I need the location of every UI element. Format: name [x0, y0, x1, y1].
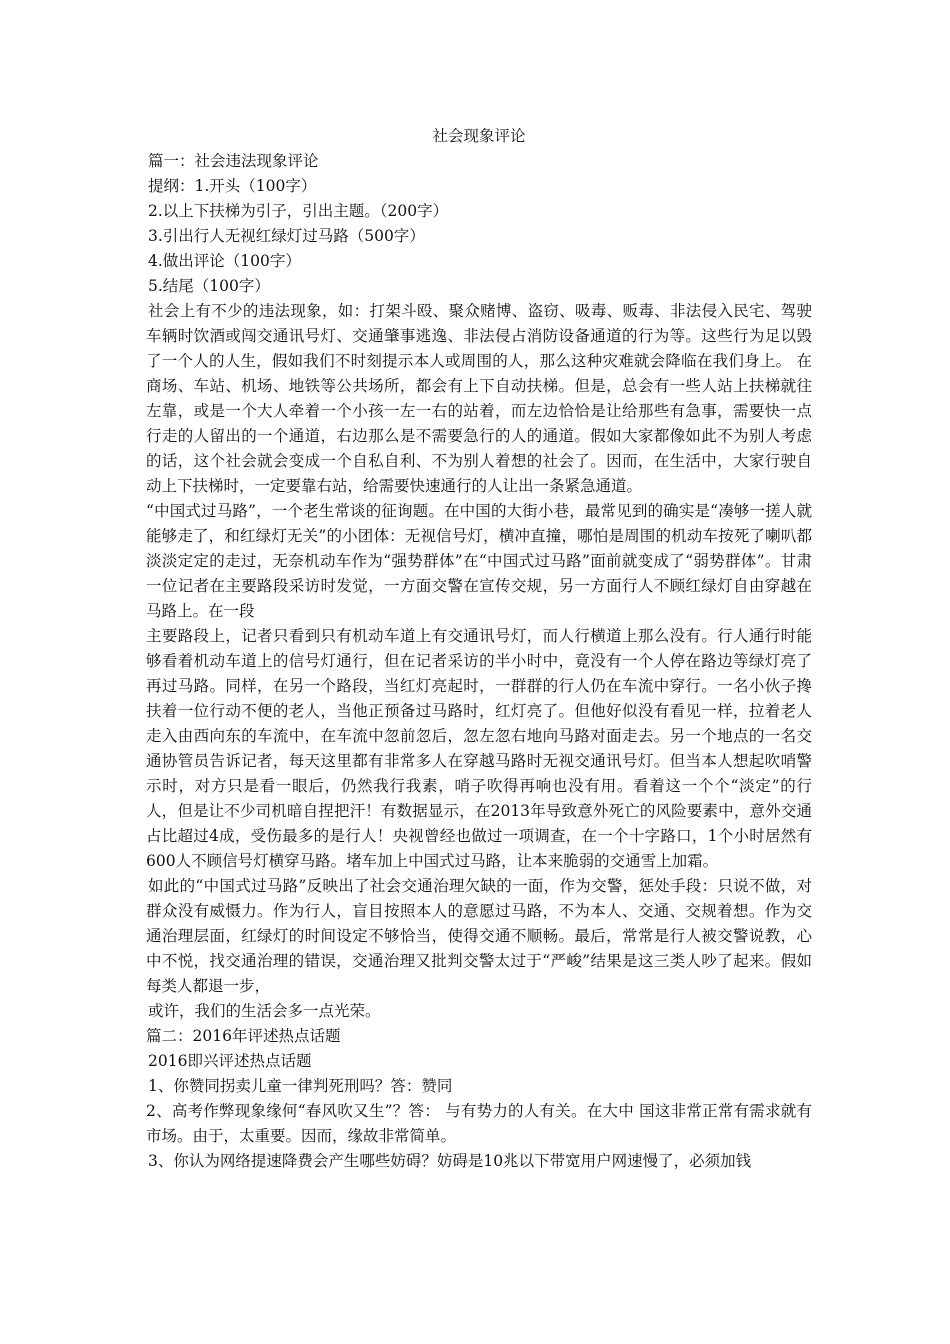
document-title: 社会现象评论 — [432, 127, 526, 145]
outline-item: 2.以上下扶梯为引子，引出主题。（200字） — [148, 202, 449, 220]
qa-item: 3、你认为网络提速降费会产生哪些妨碍？妨碍是10兆以下带宽用户网速慢了，必须加钱 — [148, 1152, 752, 1170]
outline-item: 5.结尾（100字） — [148, 277, 270, 295]
body-paragraph: 社会上有不少的违法现象，如：打架斗殴、聚众赌博、盗窃、吸毒、贩毒、非法侵入民宅、驾驶车辆时饮酒或闯交通讯号灯、交通肇事逃逸、非法侵占消防设备通道的行为等。这些行为足以毁了一个人的人生，假如我们不时刻提示本人或周围的人，那么这种灾难就会降临在我们身上。 在商场、车站、机场、地铁等公共场所，都会有上下自动扶梯。但是，总会有一些人站上扶梯就往左靠，或是一个大人牵着一个小孩一左一右的站着，而左边恰恰是让给那些有急事，需要快一点行走的人留出的一个通道，右边那么是不需要急行的人的通道。假如大家都像如此不为别人考虑的话，这个社会就会变成一个自私自利、不为别人着想的社会了。因而，在生活中，大家行驶自动上下扶梯时，一定要靠右站，给需要快速通行的人让出一条紧急通道。 — [146, 302, 812, 495]
body-paragraph: 或许，我们的生活会多一点光荣。 — [148, 1002, 381, 1020]
section-heading-1: 篇一：社会违法现象评论 — [148, 152, 319, 170]
body-paragraph: “中国式过马路”，一个老生常谈的征询题。在中国的大街小巷，最常见到的确实是“凑够一搓人就能够走了，和红绿灯无关”的小团体：无视信号灯，横冲直撞，哪怕是周围的机动车按死了喇叭都淡淡定定的走过，无奈机动车作为“强势群体”在“中国式过马路”面前就变成了“弱势群体”。甘肃一位记者在主要路段采访时发觉，一方面交警在宣传交规，另一方面行人不顾红绿灯自由穿越在马路上。在一段 — [146, 502, 812, 620]
body-paragraph: 如此的“中国式过马路”反映出了社会交通治理欠缺的一面，作为交警，惩处手段：只说不做，对群众没有威慑力。作为行人，盲目按照本人的意愿过马路，不为本人、交通、交规着想。作为交通治理层面，红绿灯的时间设定不够恰当，使得交通不顺畅。最后，常常是行人被交警说教，心中不悦，找交通治理的错误，交通治理又批判交警太过于“严峻”结果是这三类人吵了起来。假如每类人都退一步， — [146, 877, 812, 995]
document-body — [146, 124, 812, 1174]
outline-item: 提纲：1.开头（100字） — [148, 177, 317, 195]
section-subheading: 2016即兴评述热点话题 — [148, 1052, 312, 1070]
outline-item: 4.做出评论（100字） — [148, 252, 301, 270]
section-heading-2: 篇二：2016年评述热点话题 — [146, 1027, 341, 1045]
qa-item: 1、你赞同拐卖儿童一律判死刑吗？答：赞同 — [148, 1077, 453, 1095]
body-paragraph: 主要路段上，记者只看到只有机动车道上有交通讯号灯，而人行横道上那么没有。行人通行时能够看着机动车道上的信号灯通行，但在记者采访的半小时中，竟没有一个人停在路边等绿灯亮了再过马路。同样，在另一个路段，当红灯亮起时，一群群的行人仍在车流中穿行。一名小伙子搀扶着一位行动不便的老人，当他正预备过马路时，红灯亮了。但他好似没有看见一样，拉着老人走入由西向东的车流中，在车流中忽前忽后，忽左忽右地向马路对面走去。另一个地点的一名交通协管员告诉记者，每天这里都有非常多人在穿越马路时无视交通讯号灯。但当本人想起吹哨警示时，对方只是看一眼后，仍然我行我素，哨子吹得再响也没有用。看着这一个个“淡定”的行人，但是让不少司机暗自捏把汗！有数据显示，在2013年导致意外死亡的风险要素中，意外交通占比超过4成，受伤最多的是行人！央视曾经也做过一项调查，在一个十字路口，1个小时居然有600人不顾信号灯横穿马路。堵车加上中国式过马路，让本来脆弱的交通雪上加霜。 — [146, 627, 812, 870]
qa-item: 2、高考作弊现象缘何“春风吹又生”？答： 与有势力的人有关。在大中 国这非常正常有需求就有市场。由于，太重要。因而，缘故非常简单。 — [146, 1102, 812, 1145]
outline-item: 3.引出行人无视红绿灯过马路（500字） — [148, 227, 425, 245]
